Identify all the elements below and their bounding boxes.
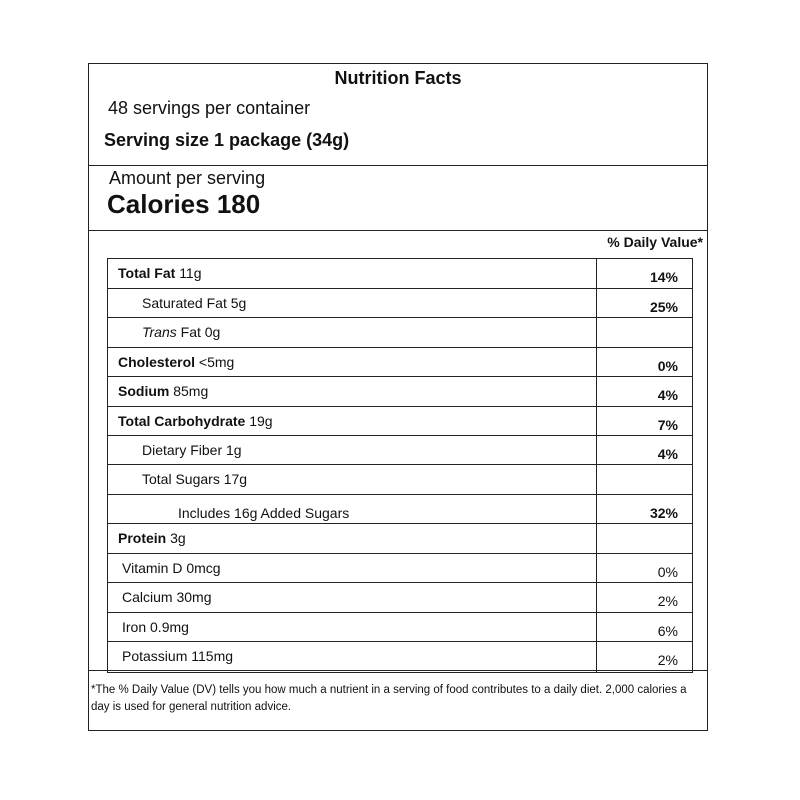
nutrient-dv: 0% bbox=[596, 554, 692, 582]
divider bbox=[89, 670, 707, 671]
divider bbox=[89, 230, 707, 231]
nutrient-name: Includes 16g Added Sugars bbox=[178, 505, 350, 521]
nutrient-name: Calcium 30mg bbox=[122, 589, 212, 605]
nutrient-row-calcium bbox=[108, 583, 692, 613]
nutrient-dv bbox=[596, 318, 692, 347]
nutrient-name: Total Sugars 17g bbox=[142, 471, 248, 487]
nutrient-row-trans-fat bbox=[108, 318, 692, 348]
nutrition-facts-label bbox=[88, 63, 708, 731]
nutrient-row-total-sugars bbox=[108, 465, 692, 495]
nutrient-name: Sodium 85mg bbox=[118, 383, 209, 399]
nutrient-table bbox=[107, 258, 693, 673]
nutrient-dv: 4% bbox=[596, 377, 692, 406]
nutrient-dv: 2% bbox=[596, 583, 692, 612]
nutrient-dv: 6% bbox=[596, 613, 692, 641]
amount-per-serving: Amount per serving bbox=[109, 168, 266, 188]
nutrient-dv bbox=[596, 465, 692, 494]
nutrient-row-vitamin-d bbox=[108, 554, 692, 583]
nutrient-name: Dietary Fiber 1g bbox=[142, 442, 242, 458]
nutrient-row-iron bbox=[108, 613, 692, 642]
nutrient-name: Total Carbohydrate 19g bbox=[118, 413, 273, 429]
nutrient-dv: 25% bbox=[596, 289, 692, 317]
servings-per-container: 48 servings per container bbox=[108, 98, 311, 118]
nutrient-name: Vitamin D 0mcg bbox=[122, 560, 221, 576]
divider bbox=[89, 165, 707, 166]
calories: Calories 180 bbox=[107, 189, 261, 219]
nutrient-dv: 0% bbox=[596, 348, 692, 376]
nutrient-dv: 32% bbox=[596, 495, 692, 523]
nutrient-dv: 4% bbox=[596, 436, 692, 464]
nutrient-row-cholesterol bbox=[108, 348, 692, 377]
nutrient-row-total-carbohydrate bbox=[108, 407, 692, 436]
nutrient-row-total-fat bbox=[108, 259, 692, 289]
nutrient-name: Potassium 115mg bbox=[122, 648, 234, 664]
daily-value-header: % Daily Value* bbox=[607, 234, 703, 250]
nutrient-name: Protein 3g bbox=[118, 530, 186, 546]
nutrient-name: Total Fat 11g bbox=[118, 265, 202, 281]
serving-size: Serving size 1 package (34g) bbox=[104, 130, 350, 150]
nutrient-row-saturated-fat bbox=[108, 289, 692, 318]
nutrient-name: Cholesterol <5mg bbox=[118, 354, 235, 370]
nutrient-row-protein bbox=[108, 524, 692, 554]
nutrient-row-sodium bbox=[108, 377, 692, 407]
daily-value-footnote: *The % Daily Value (DV) tells you how much a nutrient in a serving of food contributes to a daily diet. 2,000 calories a day is used for general nutrition advice. bbox=[91, 684, 687, 713]
nutrient-name: Saturated Fat 5g bbox=[142, 295, 247, 311]
nutrient-dv: 7% bbox=[596, 407, 692, 435]
nutrient-name: Trans Fat 0g bbox=[142, 324, 221, 340]
label-title: Nutrition Facts bbox=[334, 68, 462, 88]
nutrient-row-added-sugars bbox=[108, 495, 692, 524]
nutrient-dv: 14% bbox=[596, 259, 692, 288]
nutrient-dv bbox=[596, 524, 692, 553]
nutrient-dv: 2% bbox=[596, 642, 692, 672]
nutrient-name: Iron 0.9mg bbox=[122, 619, 189, 635]
nutrient-row-dietary-fiber bbox=[108, 436, 692, 465]
nutrient-row-potassium bbox=[108, 642, 692, 672]
